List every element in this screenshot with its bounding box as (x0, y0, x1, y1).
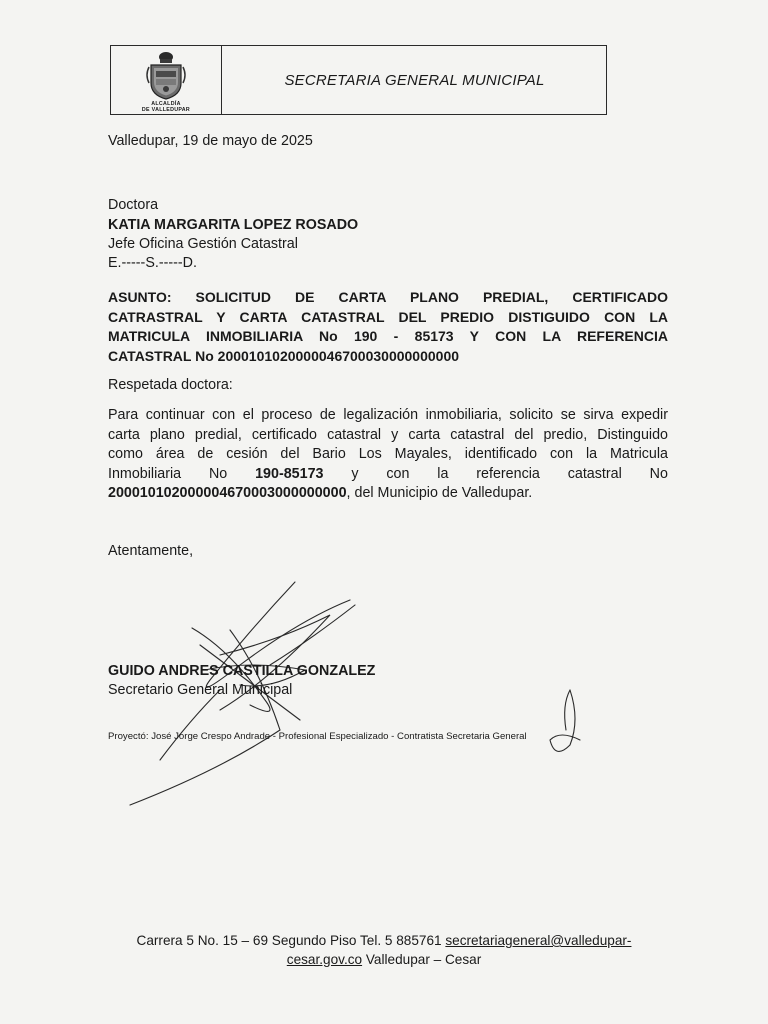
body-word: la (437, 465, 449, 482)
recipient-salutation: Doctora (108, 197, 159, 213)
footer-email-link[interactable]: secretariageneral@valledupar- (445, 933, 632, 948)
projected-by: Proyectó: José Jorge Crespo Andrade - Profesional Especializado - Contratista Secretaria General (108, 731, 527, 742)
logo-caption-2: DE VALLEDUPAR (141, 107, 191, 113)
subject-line: CATASTRAL No 2000101020000046700030000000000 (108, 347, 460, 364)
body-word: No (649, 465, 668, 482)
coat-of-arms-icon (123, 49, 209, 101)
signer-title: Secretario General Municipal (108, 682, 293, 698)
logo-caption-1: ALCALDÍA (151, 101, 181, 107)
matricula-number: 190-85173 (255, 465, 324, 482)
footer (0, 932, 768, 969)
footer-email-link-cont[interactable]: cesar.gov.co (286, 951, 363, 967)
letter-date: Valledupar, 19 de mayo de 2025 (108, 133, 313, 149)
letterhead (110, 45, 607, 115)
body-line: Para continuar con el proceso de legalización inmobiliaria, solicito se sirva expedir (108, 407, 668, 423)
subject-line: CATRASTRAL Y CARTA CATASTRAL DEL PREDIO DISTIGUIDO CON LA (108, 308, 668, 325)
body-line: carta plano predial, certificado catastral y carta catastral del predio, Distinguido (108, 426, 668, 443)
body-word: , del Municipio de Valledupar. (346, 485, 533, 502)
recipient-title: Jefe Oficina Gestión Catastral (108, 236, 298, 252)
body-word: catastral (567, 465, 622, 482)
body-paragraph (108, 406, 668, 504)
body-word: No (208, 465, 228, 482)
footer-line-2 (0, 951, 768, 970)
footer-city: Valledupar – Cesar (362, 951, 482, 967)
header-title: SECRETARIA GENERAL MUNICIPAL (284, 71, 545, 89)
body-word: y (351, 465, 359, 482)
logo (123, 49, 209, 113)
subject-line: MATRICULA INMOBILIARIA No 190 - 85173 Y CON LA REFERENCIA (108, 328, 668, 345)
footer-address: Carrera 5 No. 15 – 69 Segundo Piso Tel. 5 885761 (136, 933, 446, 948)
subject (108, 288, 668, 366)
greeting: Respetada doctora: (108, 377, 233, 393)
body-word: referencia (476, 465, 540, 482)
body-line (108, 484, 668, 504)
recipient-name: KATIA MARGARITA LOPEZ ROSADO (108, 217, 359, 233)
body-word: con (386, 465, 410, 482)
body-word: Inmobiliaria (108, 465, 182, 482)
subject-line: ASUNTO: SOLICITUD DE CARTA PLANO PREDIAL, CERTIFICADO (108, 289, 668, 305)
recipient-address: E.-----S.-----D. (108, 255, 197, 271)
footer-line-1 (0, 932, 768, 951)
closing: Atentamente, (108, 543, 194, 559)
catastral-reference: 200010102000004670003000000000 (108, 485, 347, 502)
body-line: como área de cesión del Bario Los Mayales, identificado con la Matricula (108, 446, 668, 463)
signer-name: GUIDO ANDRES CASTILLA GONZALEZ (108, 663, 376, 679)
body-line (108, 465, 668, 485)
